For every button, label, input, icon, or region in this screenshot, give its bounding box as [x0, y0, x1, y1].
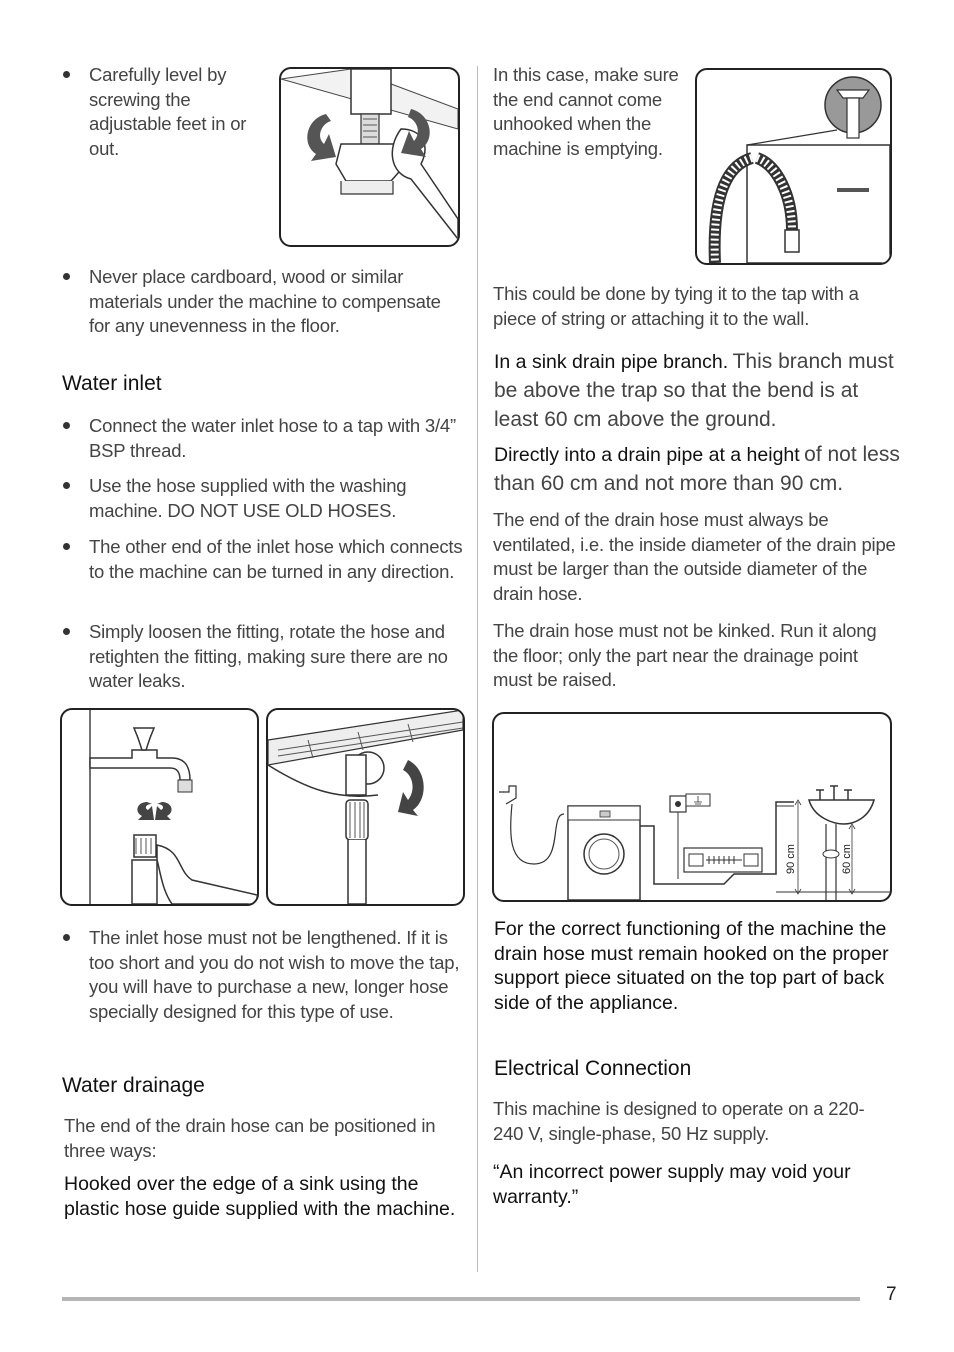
- branch-rest: This branch must be above the trap so that the bend is at least 60 cm above the ground.: [494, 350, 894, 431]
- bullet-no-cardboard: Never place cardboard, wood or similar materials under the machine to compensate for any unevenness in the floor.: [61, 265, 459, 339]
- ventilated-note: The end of the drain hose must always be ventilated, i.e. the inside diameter of the drain pipe must be larger than the outside diameter of the drain hose.: [493, 509, 896, 604]
- bullet-inlet-3: The other end of the inlet hose which connects to the machine can be turned in any direction.: [61, 535, 464, 584]
- pipe-lead: Directly into a drain pipe at a height: [494, 444, 800, 466]
- branch-lead: In a sink drain pipe branch.: [494, 351, 729, 373]
- heading-electrical-connection: Electrical Connection: [494, 1057, 692, 1080]
- drainage-option-sink: Hooked over the edge of a sink using the plastic hose guide supplied with the machine.: [64, 1173, 456, 1220]
- bullet-hose-length: The inlet hose must not be lengthened. If it is too short and you do not wish to move the tap, you will have to purchase a new, longer hose specially designed for this type of use.: [61, 926, 467, 1024]
- bullet-inlet-4: Simply loosen the fitting, rotate the hose and retighten the fitting, making sure there are no water leaks.: [61, 620, 469, 694]
- tying-note: This could be done by tying it to the tap with a piece of string or attaching it to the wall.: [493, 283, 859, 329]
- bullet-inlet-2: Use the hose supplied with the washing machine. DO NOT USE OLD HOSES.: [61, 474, 464, 523]
- drainage-option-pipe: [494, 441, 904, 499]
- figure-drainage-layout: [492, 712, 892, 902]
- figure-adjustable-feet: [279, 67, 460, 247]
- adjustable-feet-illustration: [281, 69, 458, 245]
- bullet-level-feet: Carefully level by screwing the adjustable feet in or out.: [61, 63, 259, 161]
- unhooked-note: In this case, make sure the end cannot come unhooked when the machine is emptying.: [493, 64, 679, 159]
- drainage-intro: The end of the drain hose can be positioned in three ways:: [64, 1115, 436, 1161]
- electrical-supply: This machine is designed to operate on a 220-240 V, single-phase, 50 Hz supply.: [493, 1098, 865, 1144]
- hose-hooked-illustration: [697, 70, 890, 263]
- bullet-inlet-1: Connect the water inlet hose to a tap with 3/4” BSP thread.: [61, 414, 464, 463]
- page-number: 7: [886, 1284, 897, 1305]
- heading-water-drainage: Water drainage: [62, 1074, 205, 1097]
- hose-fitting-illustration: [268, 710, 463, 904]
- figure-hose-hooked: [695, 68, 892, 265]
- electrical-warranty: “An incorrect power supply may void your warranty.”: [493, 1161, 851, 1208]
- pipe-rest: of not less than 60 cm and not more than 90 cm.: [494, 443, 900, 495]
- kinked-note: The drain hose must not be kinked. Run it along the floor; only the part near the drainage point must be raised.: [493, 620, 877, 690]
- drainage-layout-illustration: [494, 714, 890, 900]
- tap-connection-illustration: [62, 710, 257, 904]
- figure-hose-fitting: [266, 708, 465, 906]
- figure-tap-connection: [60, 708, 259, 906]
- correct-functioning-note: For the correct functioning of the machine the drain hose must remain hooked on the proper support piece situated on the top part of back side of the appliance.: [494, 918, 889, 1014]
- drainage-option-branch: [494, 348, 899, 435]
- footer-rule: [62, 1297, 860, 1301]
- label-90-cm: 90 cm: [785, 844, 797, 874]
- heading-water-inlet: Water inlet: [62, 372, 162, 395]
- column-divider: [477, 66, 478, 1272]
- label-60-cm: 60 cm: [841, 844, 853, 874]
